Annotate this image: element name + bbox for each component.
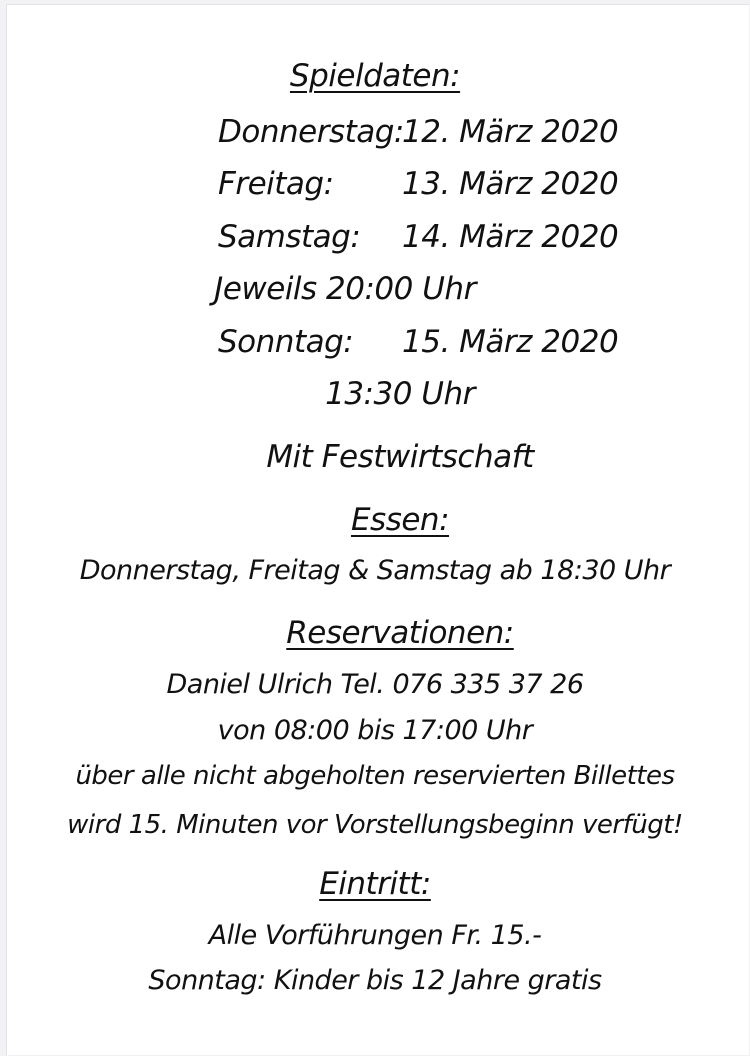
schedule-day: Samstag:: [218, 219, 361, 255]
essen-heading: Essen:: [350, 502, 450, 538]
schedule-row-freitag: [218, 166, 618, 202]
reservationen-heading: Reservationen:: [286, 615, 514, 651]
schedule-row-sonntag: [218, 324, 618, 360]
sunday-time: 13:30 Uhr: [325, 376, 475, 412]
reservation-contact: Daniel Ulrich Tel. 076 335 37 26: [166, 669, 584, 700]
spieldaten-heading: Spieldaten:: [289, 58, 461, 94]
schedule-row-donnerstag: [218, 114, 618, 150]
schedule-row-samstag: [218, 219, 618, 255]
schedule-date: 15. März 2020: [402, 324, 619, 360]
schedule-date: 12. März 2020: [402, 114, 619, 150]
essen-text: Donnerstag, Freitag & Samstag ab 18:30 Uhr: [79, 555, 671, 586]
festwirtschaft-text: Mit Festwirtschaft: [266, 439, 534, 475]
schedule-day: Freitag:: [218, 166, 334, 202]
eintritt-heading: Eintritt:: [319, 866, 431, 902]
eintritt-line2: Sonntag: Kinder bis 12 Jahre gratis: [148, 965, 602, 996]
reservation-note-line1: über alle nicht abgeholten reservierten Billettes: [75, 761, 675, 791]
reservation-hours: von 08:00 bis 17:00 Uhr: [217, 715, 533, 746]
schedule-day: Sonntag:: [218, 324, 354, 360]
schedule-date: 13. März 2020: [402, 166, 619, 202]
schedule-day: Donnerstag:: [218, 114, 404, 150]
schedule-date: 14. März 2020: [402, 219, 619, 255]
jeweils-time: Jeweils 20:00 Uhr: [214, 271, 476, 307]
eintritt-line1: Alle Vorführungen Fr. 15.-: [208, 920, 542, 951]
reservation-note-line2: wird 15. Minuten vor Vorstellungsbeginn verfügt!: [67, 810, 683, 840]
